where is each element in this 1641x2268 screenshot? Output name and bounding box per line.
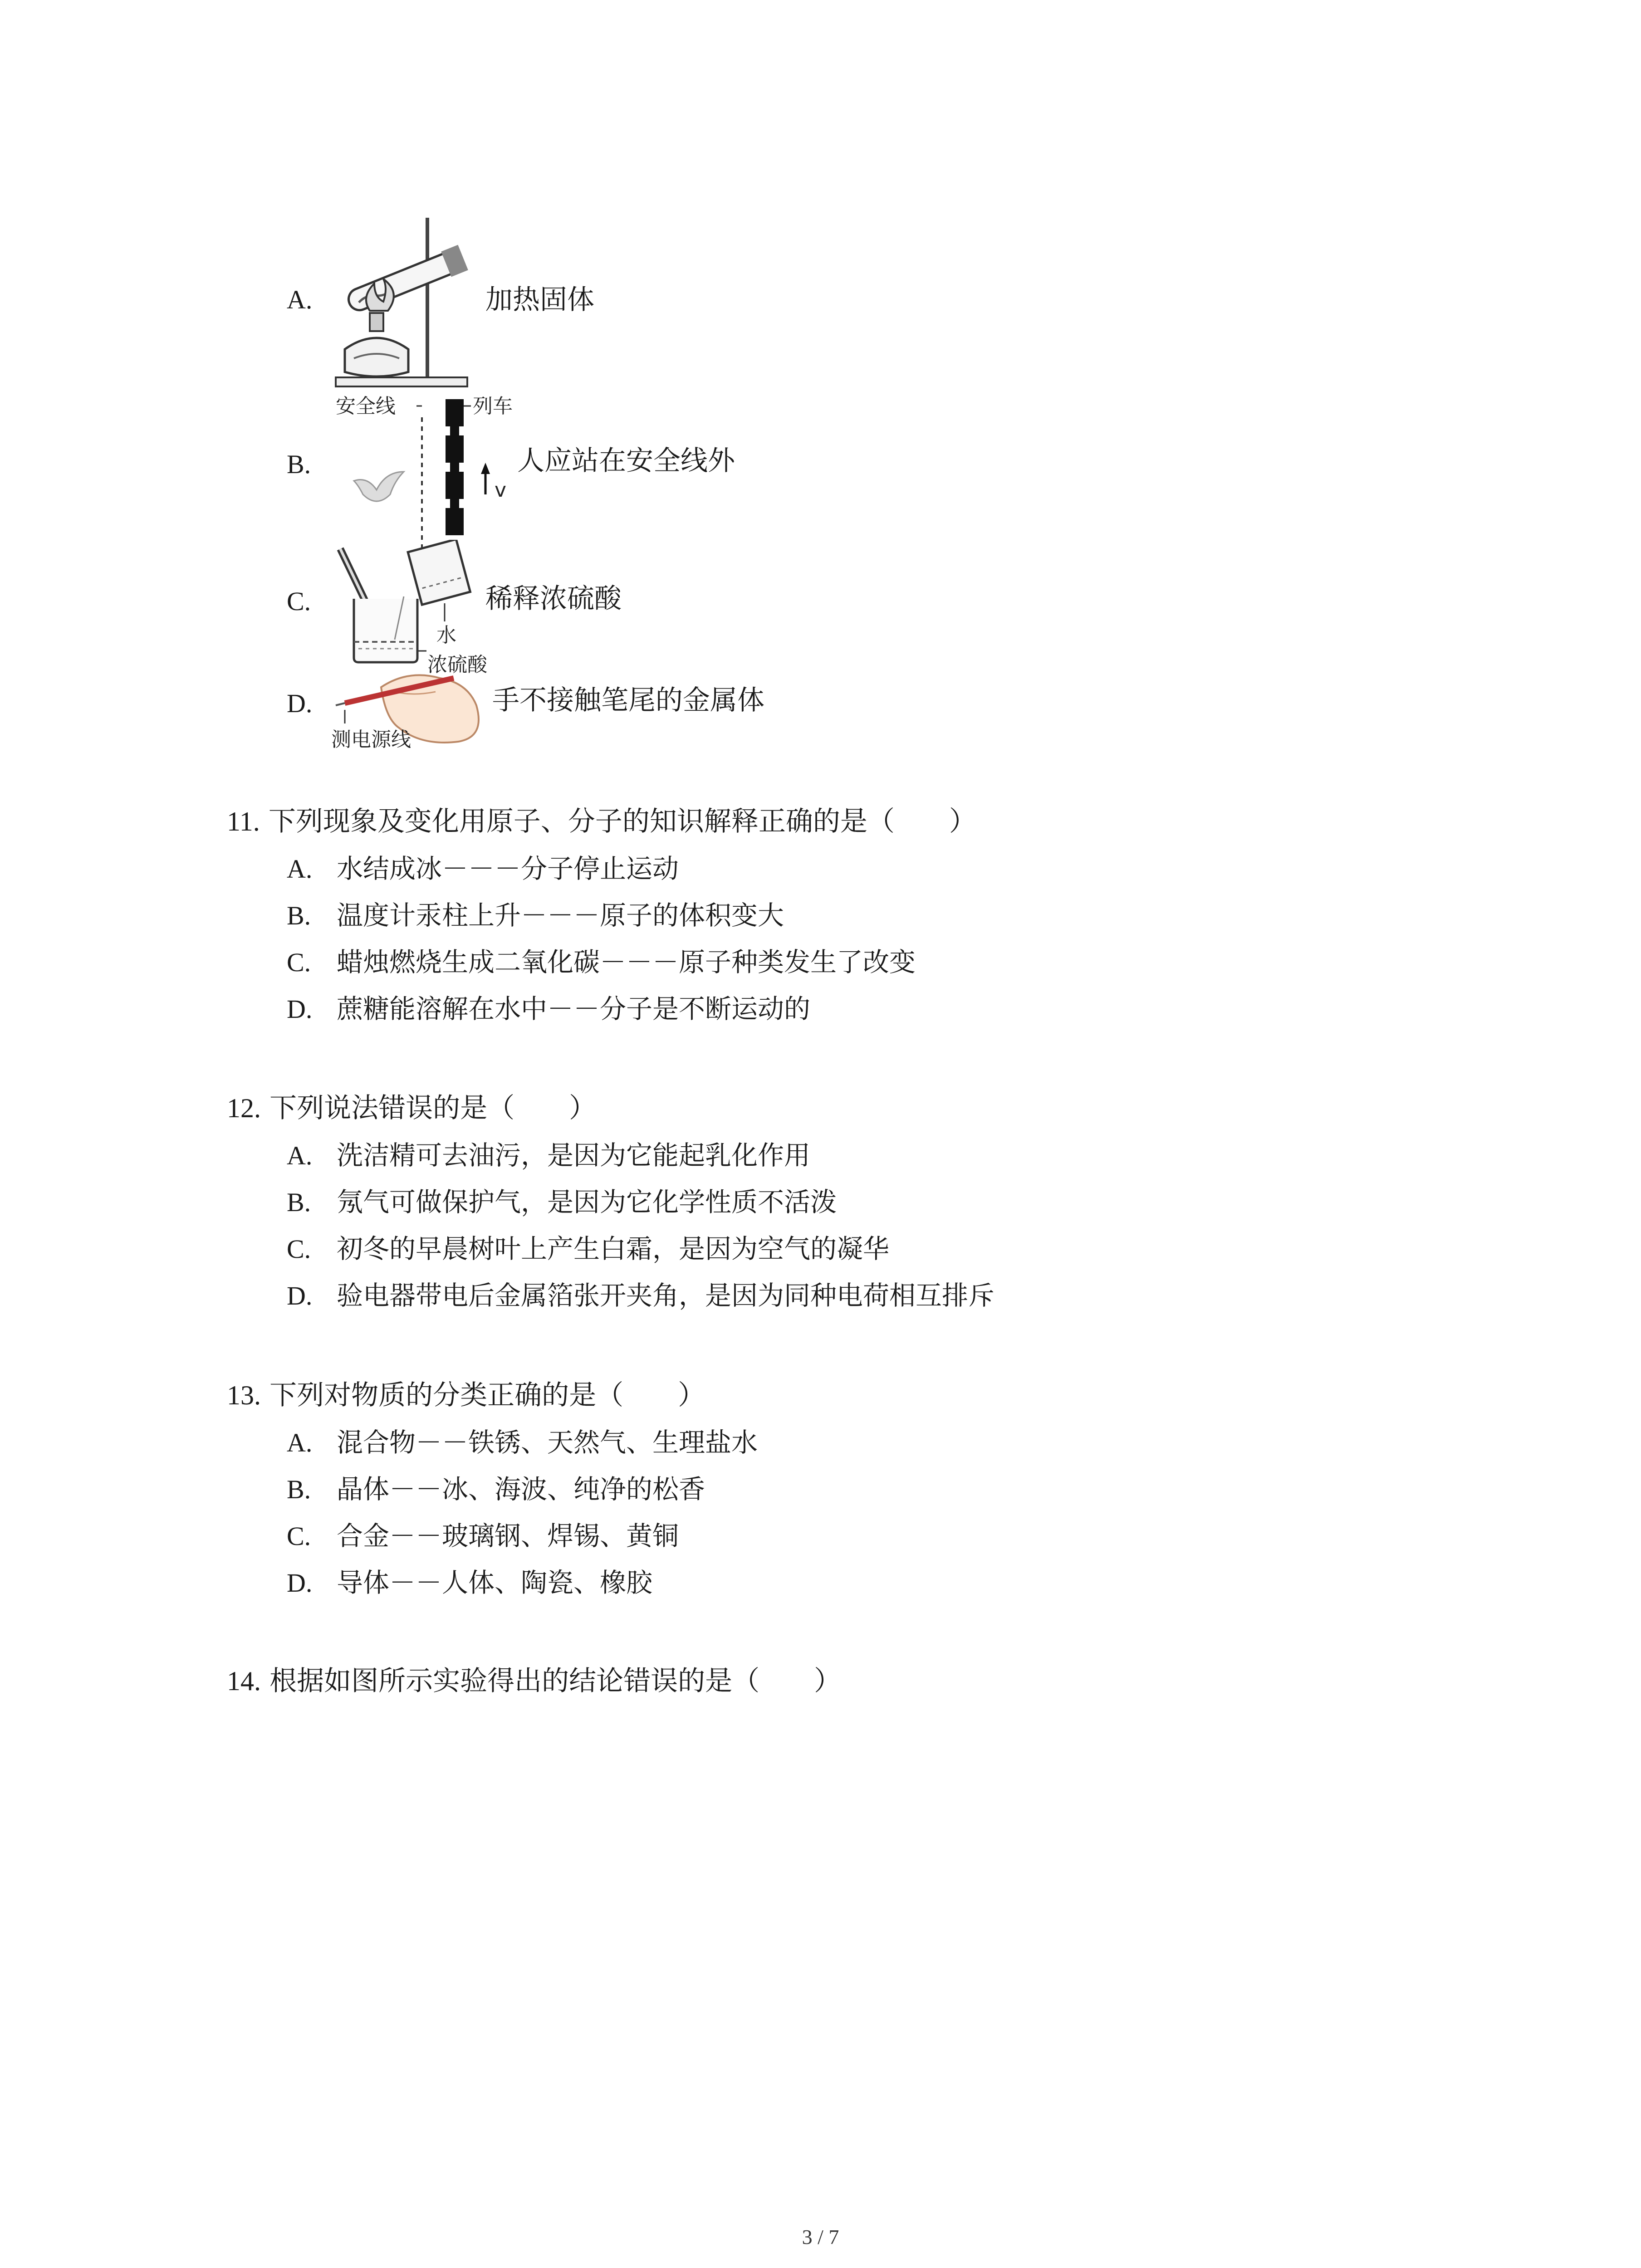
option-text: 蔗糖能溶解在水中－－分子是不断运动的	[337, 993, 811, 1024]
q10-b-caption: 人应站在安全线外	[517, 445, 735, 477]
option-letter: A.	[287, 1428, 313, 1457]
safety-line-label: 安全线	[336, 395, 396, 418]
question-number: 12.	[227, 1093, 261, 1123]
question-14-stem	[227, 1665, 841, 1697]
q12-option-c[interactable]	[287, 1233, 889, 1265]
option-letter: C.	[287, 1521, 311, 1551]
option-letter: C.	[287, 587, 311, 616]
question-number: 14.	[227, 1666, 261, 1696]
dilute-acid-figure	[327, 540, 508, 676]
heating-solid-apparatus-figure	[327, 213, 499, 395]
option-letter: B.	[287, 450, 311, 479]
acid-label: 浓硫酸	[427, 653, 487, 676]
option-text: 氖气可做保护气，是因为它化学性质不活泼	[337, 1187, 837, 1217]
option-text: 晶体－－冰、海波、纯净的松香	[337, 1474, 705, 1505]
question-11-stem	[227, 805, 976, 838]
question-number: 13.	[227, 1380, 261, 1410]
option-text: 初冬的早晨树叶上产生白霜，是因为空气的凝华	[337, 1233, 890, 1264]
option-letter: B.	[287, 1475, 311, 1504]
option-letter: C.	[287, 1234, 311, 1264]
velocity-label: v	[495, 479, 507, 502]
q11-option-d[interactable]	[287, 993, 810, 1025]
train-safety-line-figure	[327, 390, 540, 553]
wire-label: 测电源线	[331, 728, 411, 751]
option-text: 水结成冰－－－分子停止运动	[337, 853, 679, 884]
question-text: 根据如图所示实验得出的结论错误的是（ ）	[269, 1665, 842, 1697]
test-pen-hand-figure	[327, 660, 490, 760]
question-12-stem	[227, 1092, 596, 1124]
q13-option-b[interactable]	[287, 1473, 705, 1505]
option-text: 导体－－人体、陶瓷、橡胶	[337, 1567, 653, 1598]
option-letter: D.	[287, 994, 313, 1024]
option-letter: A.	[287, 1141, 313, 1170]
option-letter: D.	[287, 1568, 313, 1598]
question-text: 下列说法错误的是（ ）	[269, 1092, 597, 1124]
q10-c-caption: 稀释浓硫酸	[485, 583, 622, 615]
option-text: 洗洁精可去油污，是因为它能起乳化作用	[337, 1140, 811, 1171]
option-letter: B.	[287, 1188, 311, 1217]
option-letter: D.	[287, 689, 313, 718]
q11-option-c[interactable]	[287, 946, 916, 978]
option-text: 验电器带电后金属箔张开夹角，是因为同种电荷相互排斥	[337, 1280, 995, 1311]
option-text: 混合物－－铁锈、天然气、生理盐水	[337, 1427, 758, 1458]
option-letter: C.	[287, 948, 311, 977]
q13-option-c[interactable]	[287, 1520, 679, 1552]
q13-option-d[interactable]	[287, 1567, 652, 1599]
q12-option-d[interactable]	[287, 1280, 994, 1312]
q11-option-b[interactable]	[287, 899, 784, 932]
train-label: 列车	[473, 395, 513, 418]
q12-option-b[interactable]	[287, 1186, 837, 1218]
water-label: 水	[436, 624, 456, 647]
option-letter: A.	[287, 854, 313, 884]
page-number: 3 / 7	[802, 2225, 839, 2248]
question-text: 下列对物质的分类正确的是（ ）	[269, 1379, 705, 1411]
option-text: 合金－－玻璃钢、焊锡、黄铜	[337, 1520, 679, 1551]
q10-d-caption: 手不接触笔尾的金属体	[492, 684, 764, 716]
q13-option-a[interactable]	[287, 1427, 758, 1459]
q11-option-a[interactable]	[287, 853, 679, 885]
option-text: 蜡烛燃烧生成二氧化碳－－－原子种类发生了改变	[337, 947, 916, 978]
option-letter: B.	[287, 901, 311, 930]
option-letter: A.	[287, 285, 313, 314]
question-text: 下列现象及变化用原子、分子的知识解释正确的是（ ）	[268, 806, 976, 837]
q10-a-caption: 加热固体	[485, 284, 594, 316]
q12-option-a[interactable]	[287, 1139, 810, 1172]
question-13-stem	[227, 1379, 705, 1412]
option-letter: D.	[287, 1281, 313, 1310]
question-number: 11.	[227, 807, 260, 836]
option-text: 温度计汞柱上升－－－原子的体积变大	[337, 900, 784, 931]
